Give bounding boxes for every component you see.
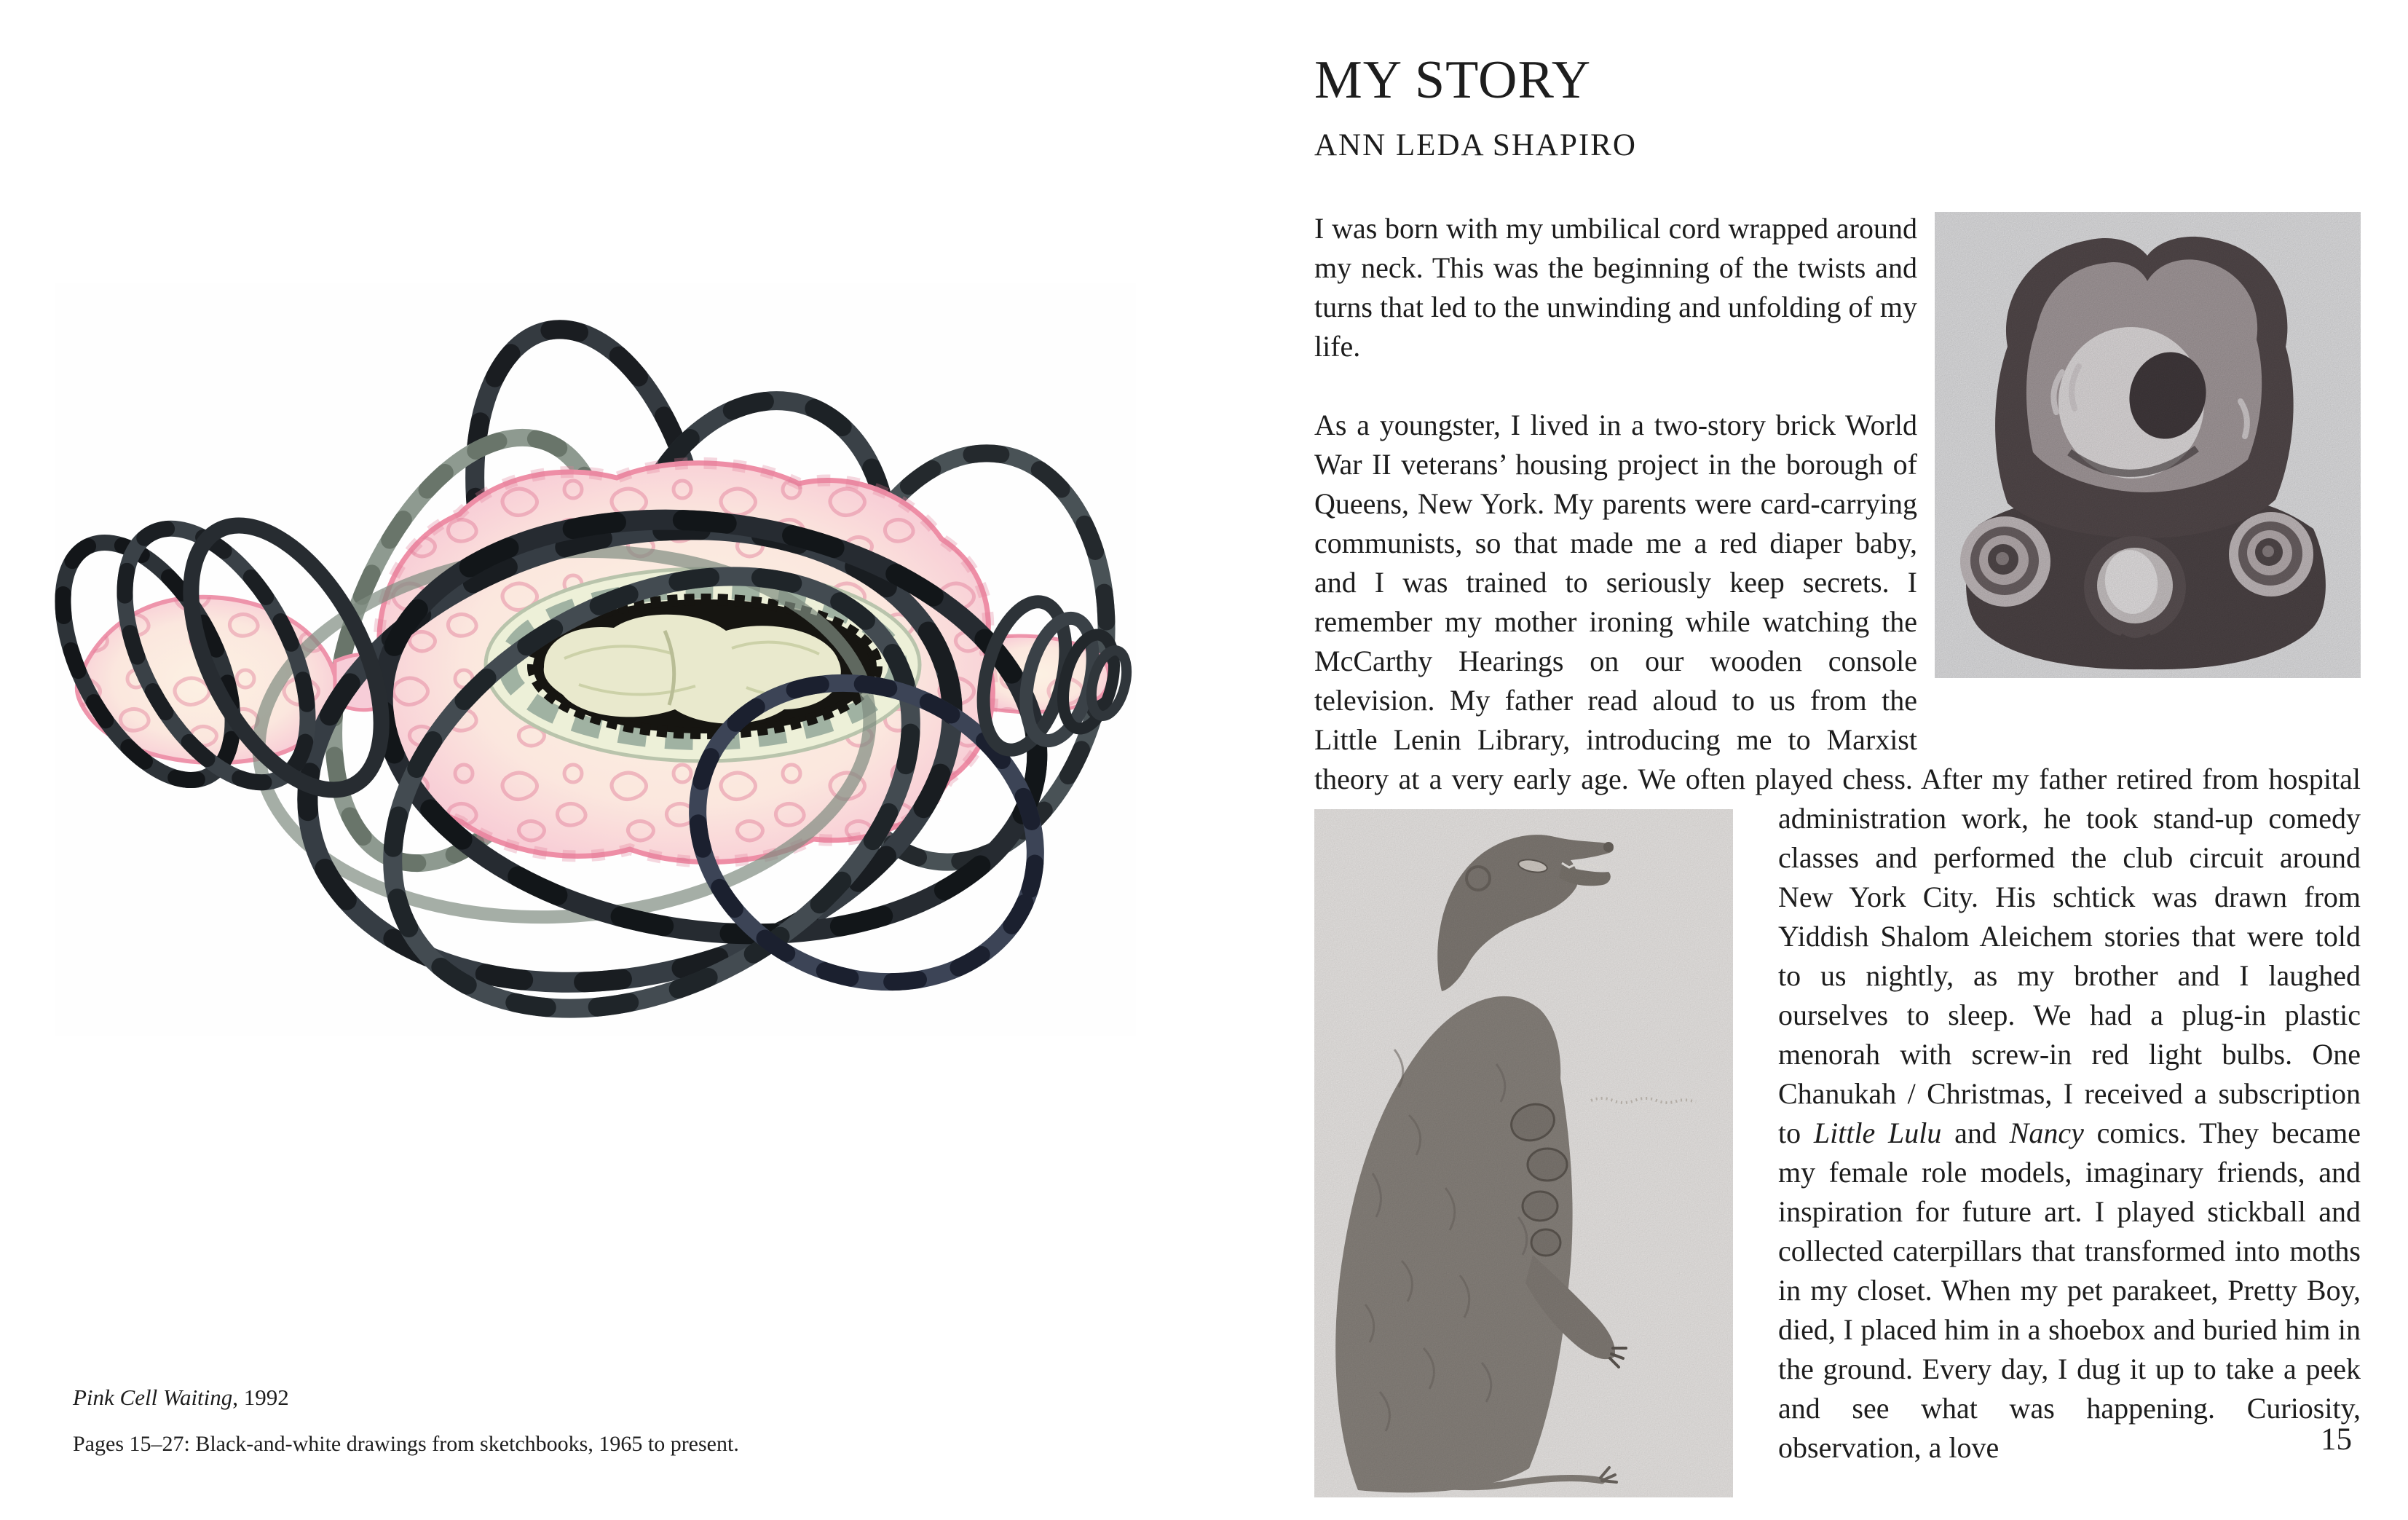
author-name: ANN LEDA SHAPIRO: [1314, 127, 1637, 162]
artwork-caption: [73, 1385, 289, 1411]
creature-drawing-svg: [1314, 809, 1733, 1497]
right-page: [1314, 52, 2361, 1505]
paragraph-1: I was born with my umbilical cord wrapped around my neck. This was the beginning of the twists and turns that led to the unwinding and unfolding of my life.: [1314, 211, 1917, 363]
story-text: [1314, 209, 2361, 1468]
pink-cell-drawing-svg: [55, 283, 1136, 1036]
artwork-title: Pink Cell Waiting: [73, 1385, 233, 1410]
artwork-year: , 1992: [232, 1385, 289, 1410]
sketchbook-drawing-figure: [1935, 212, 2361, 678]
figure-drawing-svg: [1935, 212, 2361, 678]
sketchbook-drawing-creature: [1314, 809, 1733, 1497]
page-number: 15: [2321, 1422, 2352, 1457]
page-title: MY STORY: [1314, 50, 1592, 110]
credit-line: Pages 15–27: Black-and-white drawings from sketchbooks, 1965 to present.: [73, 1432, 739, 1456]
paragraph-2: As a youngster, I lived in a two-story brick World War II veterans’ housing project in the borough of Queens, New York. My parents were card-carrying communists, so that made me a red diaper baby, and I was trained to seriously keep secrets. I remember my mother ironing while watching the McCarthy Hearings on our wooden console television. My father read aloud to us from the Little Lenin Library, introducing me to Marxist theory at a very early age. We often played chess. After my father retired from hospital administration work, he took stand-up comedy classes and performed the club circuit around New York City. His schtick was drawn from Yiddish Shalom Aleichem stories that were told to us nightly, as my brother and I laughed ourselves to sleep. We had a plug-in plastic menorah with screw-in red light bulbs. One Chanukah / Christmas, I received a subscription to Little Lulu and Nancy comics. They became my female role models, imaginary friends, and inspiration for future art. I played stickball and collected caterpillars that transformed into moths in my closet. When my pet parakeet, Pretty Boy, died, I placed him in a shoebox and buried him in the ground. Every day, I dug it up to take a peek and see what was happening. Curiosity, observation, a love: [1314, 406, 2361, 1468]
pink-cell-waiting-artwork: [55, 283, 1136, 1036]
